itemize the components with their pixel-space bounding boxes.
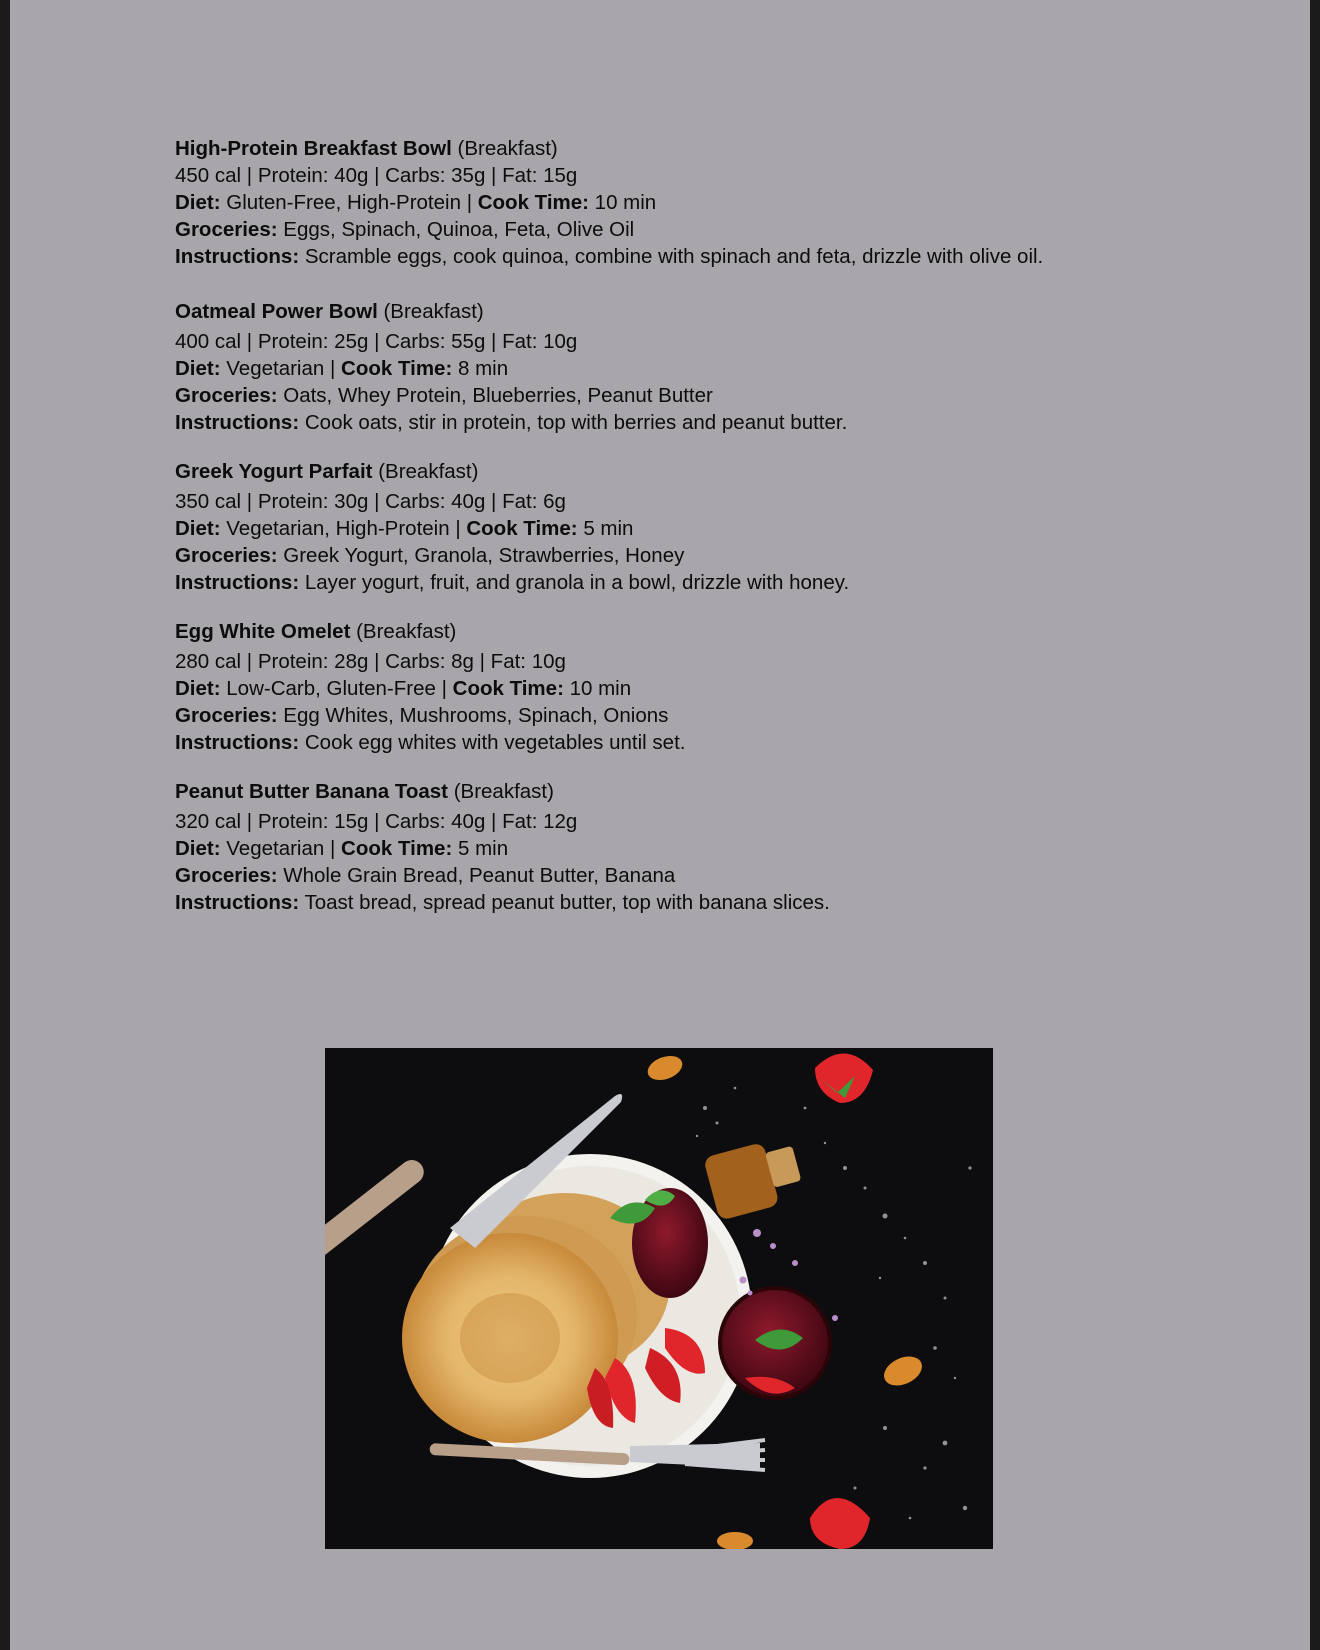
photo-illustration bbox=[325, 1048, 993, 1549]
recipe-instructions-line bbox=[175, 569, 1175, 596]
recipe-name: Greek Yogurt Parfait bbox=[175, 460, 373, 483]
recipe-diet-line bbox=[175, 515, 1175, 542]
diet-label: Diet: bbox=[175, 357, 221, 380]
recipe-diet: Vegetarian bbox=[226, 357, 325, 380]
recipe-card bbox=[175, 618, 1175, 756]
separator: | bbox=[455, 517, 461, 540]
recipe-name: Egg White Omelet bbox=[175, 620, 351, 643]
recipe-diet: Vegetarian, High-Protein bbox=[226, 517, 450, 540]
recipe-name: High-Protein Breakfast Bowl bbox=[175, 137, 452, 160]
recipe-nutrition: 400 cal | Protein: 25g | Carbs: 55g | Fat: 10g bbox=[175, 330, 578, 353]
recipe-groceries: Whole Grain Bread, Peanut Butter, Banana bbox=[283, 864, 676, 887]
recipe-instructions: Cook egg whites with vegetables until set. bbox=[304, 731, 686, 754]
diet-label: Diet: bbox=[175, 517, 221, 540]
diet-label: Diet: bbox=[175, 191, 221, 214]
recipe-groceries: Oats, Whey Protein, Blueberries, Peanut Butter bbox=[283, 384, 713, 407]
recipe-instructions-line bbox=[175, 409, 1175, 436]
recipe-instructions-line bbox=[175, 243, 1175, 270]
recipe-meal: (Breakfast) bbox=[453, 780, 554, 803]
recipe-nutrition: 320 cal | Protein: 15g | Carbs: 40g | Fat: 12g bbox=[175, 810, 578, 833]
cook-time-label: Cook Time: bbox=[452, 677, 564, 700]
cook-time-label: Cook Time: bbox=[341, 837, 453, 860]
recipe-groceries: Egg Whites, Mushrooms, Spinach, Onions bbox=[283, 704, 669, 727]
recipe-groceries-line bbox=[175, 702, 1175, 729]
cook-time-label: Cook Time: bbox=[477, 191, 589, 214]
separator: | bbox=[330, 837, 336, 860]
recipe-nutrition: 280 cal | Protein: 28g | Carbs: 8g | Fat: 10g bbox=[175, 650, 566, 673]
recipe-groceries: Greek Yogurt, Granola, Strawberries, Honey bbox=[283, 544, 685, 567]
instructions-label: Instructions: bbox=[175, 571, 300, 594]
recipe-instructions: Toast bread, spread peanut butter, top with banana slices. bbox=[304, 891, 830, 914]
recipe-groceries-line bbox=[175, 542, 1175, 569]
recipe-groceries: Eggs, Spinach, Quinoa, Feta, Olive Oil bbox=[283, 218, 635, 241]
recipe-instructions-line bbox=[175, 729, 1175, 756]
instructions-label: Instructions: bbox=[175, 245, 300, 268]
separator: | bbox=[330, 357, 336, 380]
recipe-diet-line bbox=[175, 675, 1175, 702]
recipe-nutrition: 450 cal | Protein: 40g | Carbs: 35g | Fat: 15g bbox=[175, 164, 578, 187]
recipe-title-line bbox=[175, 298, 1175, 325]
recipe-meal: (Breakfast) bbox=[457, 137, 558, 160]
recipe-meal: (Breakfast) bbox=[383, 300, 484, 323]
recipe-instructions: Cook oats, stir in protein, top with berries and peanut butter. bbox=[304, 411, 848, 434]
cook-time-label: Cook Time: bbox=[341, 357, 453, 380]
recipe-title-line bbox=[175, 778, 1175, 805]
recipe-groceries-line bbox=[175, 862, 1175, 889]
recipe-cook-time: 10 min bbox=[569, 677, 632, 700]
instructions-label: Instructions: bbox=[175, 891, 300, 914]
groceries-label: Groceries: bbox=[175, 218, 278, 241]
pancake-breakfast-photo bbox=[325, 1048, 993, 1549]
recipe-card bbox=[175, 298, 1175, 436]
recipe-diet: Low-Carb, Gluten-Free bbox=[226, 677, 436, 700]
recipe-diet-line bbox=[175, 835, 1175, 862]
document-page bbox=[10, 0, 1310, 1650]
groceries-label: Groceries: bbox=[175, 864, 278, 887]
recipe-name: Peanut Butter Banana Toast bbox=[175, 780, 448, 803]
recipe-title-line bbox=[175, 135, 1175, 162]
recipe-instructions: Layer yogurt, fruit, and granola in a bowl, drizzle with honey. bbox=[304, 571, 850, 594]
separator: | bbox=[441, 677, 447, 700]
recipe-cook-time: 5 min bbox=[583, 517, 634, 540]
recipe-cook-time: 8 min bbox=[457, 357, 509, 380]
recipe-card bbox=[175, 458, 1175, 596]
diet-label: Diet: bbox=[175, 677, 221, 700]
recipe-cook-time: 5 min bbox=[457, 837, 509, 860]
groceries-label: Groceries: bbox=[175, 544, 278, 567]
groceries-label: Groceries: bbox=[175, 704, 278, 727]
recipe-diet-line bbox=[175, 189, 1175, 216]
recipe-cook-time: 10 min bbox=[594, 191, 657, 214]
recipe-instructions: Scramble eggs, cook quinoa, combine with spinach and feta, drizzle with olive oil. bbox=[304, 245, 1044, 268]
recipe-meal: (Breakfast) bbox=[378, 460, 479, 483]
recipe-card bbox=[175, 778, 1175, 916]
instructions-label: Instructions: bbox=[175, 411, 300, 434]
recipe-nutrition: 350 cal | Protein: 30g | Carbs: 40g | Fat: 6g bbox=[175, 490, 566, 513]
recipe-diet: Vegetarian bbox=[226, 837, 325, 860]
groceries-label: Groceries: bbox=[175, 384, 278, 407]
diet-label: Diet: bbox=[175, 837, 221, 860]
recipe-diet-line bbox=[175, 355, 1175, 382]
pancake-browning bbox=[460, 1293, 560, 1383]
recipe-card bbox=[175, 135, 1175, 270]
separator: | bbox=[466, 191, 473, 214]
recipe-instructions-line bbox=[175, 889, 1175, 916]
instructions-label: Instructions: bbox=[175, 731, 300, 754]
recipe-name: Oatmeal Power Bowl bbox=[175, 300, 378, 323]
recipe-groceries-line bbox=[175, 216, 1175, 243]
recipe-title-line bbox=[175, 618, 1175, 645]
recipe-title-line bbox=[175, 458, 1175, 485]
cook-time-label: Cook Time: bbox=[466, 517, 578, 540]
recipe-groceries-line bbox=[175, 382, 1175, 409]
recipe-diet: Gluten-Free, High-Protein bbox=[226, 191, 461, 214]
recipe-list bbox=[175, 135, 1175, 938]
recipe-meal: (Breakfast) bbox=[356, 620, 457, 643]
